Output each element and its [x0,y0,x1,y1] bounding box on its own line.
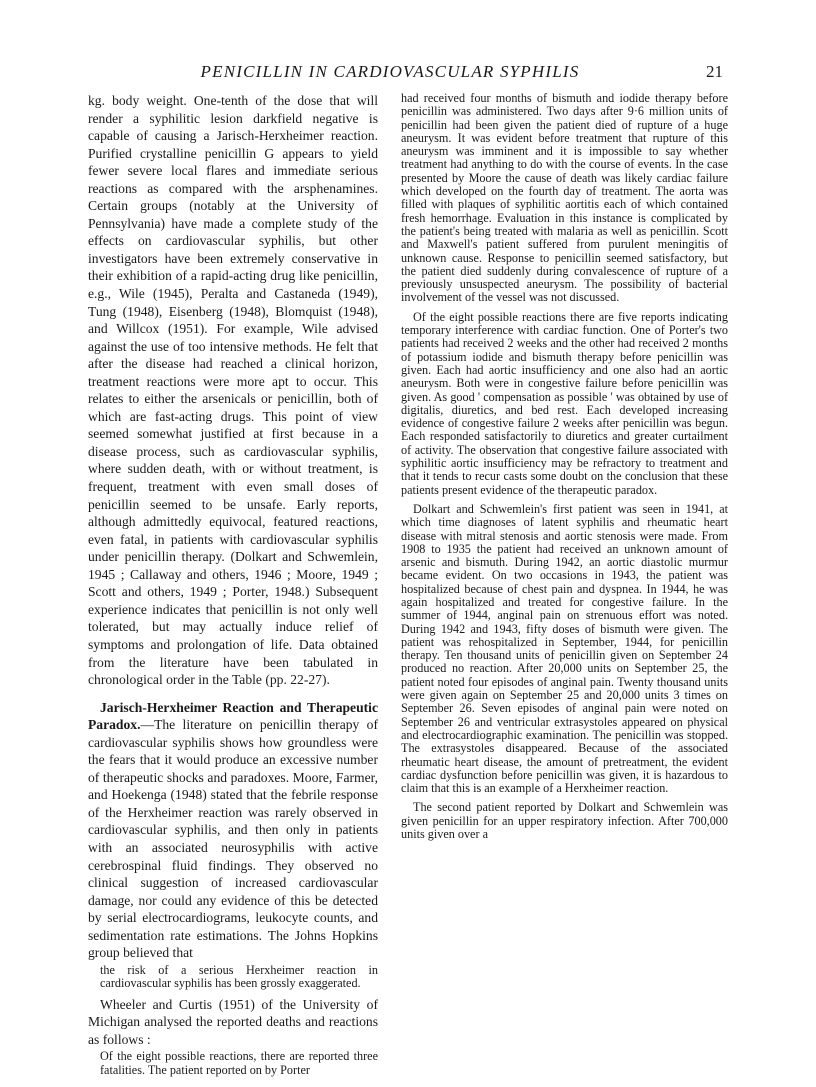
right-column [401,92,728,841]
paragraph: Dolkart and Schwemlein's first patient was seen in 1941, at which time diagnoses of latent syphilis and rheumatic heart disease with mitral stenosis and aortic stenosis were made. From 1908 to 1935 the patient had received an unknown amount of arsenic and bismuth. During 1942, an aortic diastolic murmur became evident. On two occasions in 1943, the patient was hospitalized because of chest pain and dyspnea. In 1944, he was again hospitalized and treated for congestive failure. In the summer of 1944, anginal pain on strenuous effort was noted. During 1942 and 1943, fifty doses of bismuth were given. The patient was rehospitalized in September, 1944, for penicillin therapy. Ten thousand units of penicillin given on September 24 produced no reaction. After 20,000 units on September 25, the patient noted four episodes of anginal pain. Twenty thousand units were given again on September 25 and 20,000 units 3 times on September 26. Seven episodes of anginal pain were noted on September 26 and ventricular extrasystoles appeared on physical and electrocardiographic examination. The penicillin was stopped. The extrasystoles disappeared. Because of the associated rheumatic heart disease, the amount of pretreatment, the evident cardiac dysfunction before penicillin was given, it is hazardous to claim that this is an example of a Herxheimer reaction. [401,501,728,796]
page-number: 21 [706,62,723,81]
running-title: PENICILLIN IN CARDIOVASCULAR SYPHILIS [200,62,580,81]
paragraph-text: —The literature on penicillin therapy of cardiovascular syphilis shows how groundless were the fears that it would produce an excessive number of therapeutic shocks and paradoxes. Moore, Farmer, and Hoekenga (1948) stated that the febrile response of the Herxheimer reaction was rarely observed in cardiovascular syphilis, and then only in patients with an associated neurosyphilis with active cerebrospinal fluid findings. They observed no clinical suggestion of increased cardiovascular damage, nor could any evidence of this be detected by serial electrocardiograms, leukocyte counts, and sedimentation rate estimations. The Johns Hopkins group believed that [88,717,378,961]
left-column [88,92,378,1077]
paragraph: kg. body weight. One-tenth of the dose that will render a syphilitic lesion darkfield negative is capable of causing a Jarisch-Herxheimer reaction. Purified crystalline penicillin G appears to yield fewer severe local flares and immediate serious reactions as compared with the arsphenamines. Certain groups (notably at the University of Pennsylvania) have made a complete study of the effects on cardiovascular syphilis, but other investigators have been extremely conservative in their exhibition of a rapid-acting drug like penicillin, e.g., Wile (1945), Peralta and Castaneda (1949), Tung (1948), Eisenberg (1948), Blomquist (1948), and Willcox (1951). For example, Wile advised against the use of too intensive methods. He felt that after the disease had reached a clinical horizon, treatment reactions were more apt to occur. This relates to either the arsenicals or penicillin, both of which are fast-acting drugs. This point of view seemed somewhat justified at first because in a disease process, such as cardiovascular syphilis, where sudden death, with or without treatment, is frequent, treatment with even small doses of penicillin seemed to be unsafe. Early reports, although admittedly equivocal, featured reactions, even fatal, in patients with cardiovascular syphilis under penicillin therapy. (Dolkart and Schwemlein, 1945 ; Callaway and others, 1946 ; Moore, 1949 ; Scott and others, 1949 ; Porter, 1948.) Subsequent experience indicates that penicillin is not only well tolerated, but may actually induce relief of symptoms and prolongation of life. Data obtained from the literature have been tabulated in chronological order in the Table (pp. 22-27). [88,93,378,688]
paragraph: The second patient reported by Dolkart and Schwemlein was given penicillin for an upper respiratory infection. After 700,000 units given over a [401,800,728,842]
block-quote: Of the eight possible reactions, there are reported three fatalities. The patient reported on by Porter [100,1049,378,1077]
paragraph: had received four months of bismuth and iodide therapy before penicillin was administered. Two days after 9·6 million units of penicillin had been given the patient died of rupture of a huge aneurysm. It was evident before treatment that rupture of this aneurysm was imminent and it is impossible to say whether treatment had anything to do with the course of events. In the case presented by Moore the cause of death was likely cardiac failure which developed on the fourth day of treatment. The aorta was filled with plaques of syphilitic aortitis each of which contained fresh hemorrhage. Evaluation in this instance is complicated by the patient's being treated with malaria as well as penicillin. Scott and Maxwell's patient suffered from purulent meningitis of unknown cause. Response to penicillin seemed satisfactory, but the patient died suddenly during convalescence of rupture of a previously unsuspected aneurysm. The possibility of bacterial involvement of the vessel was not discussed. [401,91,728,305]
section-subheading: Jarisch-Herxheimer Reaction and Therapeutic Paradox. [88,699,378,733]
paragraph: Of the eight possible reactions there are five reports indicating temporary interference with cardiac function. One of Porter's two patients had received 2 weeks and the other had received 2 months of potassium iodide and bismuth therapy before penicillin was given. Each had aortic insufficiency and one also had an aortic aneurysm. Both were in congestive failure before penicillin was given. As good ' compensation as possible ' was obtained by use of digitalis, diuretics, and bed rest. Each developed increasing evidence of congestive failure 2 weeks after penicillin was begun. Each responded satisfactorily to diuretics and greater curtailment of activity. The observation that congestive failure associated with syphilitic aortic insufficiency may be refractory to treatment and that it tends to recur casts some doubt on the conclusion that these patients present evidence of the therapeutic paradox. [401,309,728,497]
section-paragraph [88,699,378,962]
paragraph: Wheeler and Curtis (1951) of the University of Michigan analysed the reported deaths and reactions as follows : [88,996,378,1047]
running-header [0,54,816,84]
block-quote: the risk of a serious Herxheimer reaction in cardiovascular syphilis has been grossly exaggerated. [100,962,378,991]
